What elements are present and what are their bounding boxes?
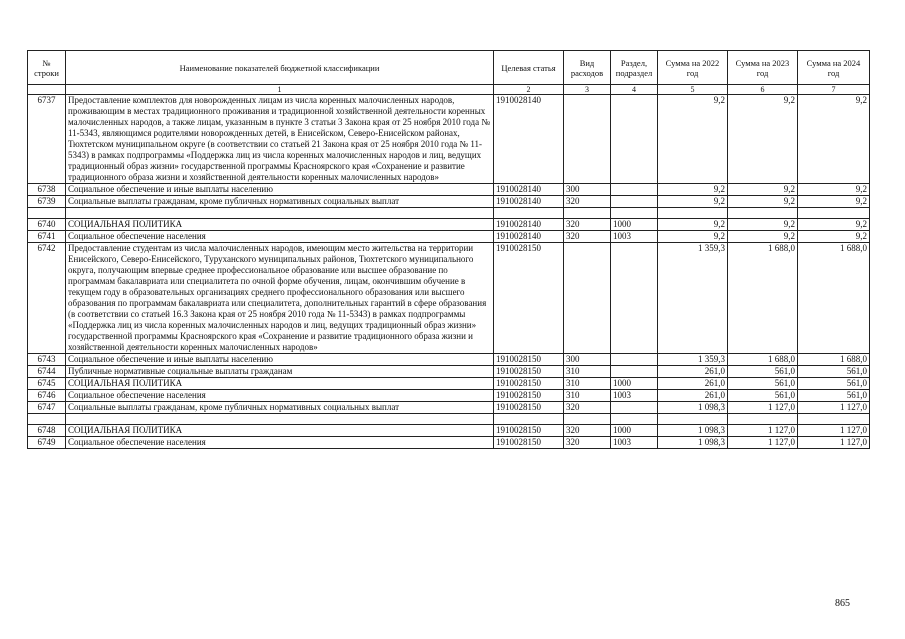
page-number: 865 bbox=[835, 598, 850, 609]
row-sum-2024: 9,2 bbox=[798, 219, 870, 231]
row-sum-2022: 9,2 bbox=[658, 184, 728, 196]
header-sum-2024: Сумма на 2024 год bbox=[798, 51, 870, 85]
budget-table bbox=[27, 50, 870, 449]
row-sum-2024: 561,0 bbox=[798, 390, 870, 402]
row-sum-2023: 1 688,0 bbox=[728, 243, 798, 354]
row-expense-type: 310 bbox=[564, 390, 611, 402]
table-row bbox=[28, 196, 870, 208]
row-expense-type: 320 bbox=[564, 402, 611, 414]
row-name: Социальное обеспечение и иные выплаты населению bbox=[66, 184, 494, 196]
row-section bbox=[611, 196, 658, 208]
column-number-row bbox=[28, 85, 870, 95]
table-row bbox=[28, 354, 870, 366]
row-sum-2023: 1 127,0 bbox=[728, 402, 798, 414]
spacer-cell bbox=[494, 414, 564, 425]
row-expense-type: 310 bbox=[564, 366, 611, 378]
spacer-cell bbox=[66, 208, 494, 219]
spacer-row bbox=[28, 208, 870, 219]
header-expense-type: Вид расходов bbox=[564, 51, 611, 85]
row-name: Социальные выплаты гражданам, кроме публичных нормативных социальных выплат bbox=[66, 402, 494, 414]
row-name: Социальное обеспечение населения bbox=[66, 437, 494, 449]
row-sum-2024: 1 688,0 bbox=[798, 354, 870, 366]
spacer-cell bbox=[798, 414, 870, 425]
table-row bbox=[28, 390, 870, 402]
row-number: 6741 bbox=[28, 231, 66, 243]
row-sum-2023: 9,2 bbox=[728, 196, 798, 208]
row-sum-2023: 1 127,0 bbox=[728, 437, 798, 449]
row-number: 6748 bbox=[28, 425, 66, 437]
row-target-article: 1910028150 bbox=[494, 378, 564, 390]
column-number: 4 bbox=[611, 85, 658, 95]
row-expense-type: 320 bbox=[564, 219, 611, 231]
row-target-article: 1910028150 bbox=[494, 366, 564, 378]
row-sum-2022: 261,0 bbox=[658, 378, 728, 390]
table-row bbox=[28, 437, 870, 449]
row-name: Социальные выплаты гражданам, кроме публичных нормативных социальных выплат bbox=[66, 196, 494, 208]
row-target-article: 1910028150 bbox=[494, 402, 564, 414]
column-number: 6 bbox=[728, 85, 798, 95]
row-section: 1000 bbox=[611, 219, 658, 231]
spacer-cell bbox=[28, 414, 66, 425]
row-section bbox=[611, 243, 658, 354]
header-row bbox=[28, 51, 870, 85]
row-target-article: 1910028150 bbox=[494, 354, 564, 366]
spacer-row bbox=[28, 414, 870, 425]
spacer-cell bbox=[66, 414, 494, 425]
spacer-cell bbox=[728, 208, 798, 219]
row-target-article: 1910028140 bbox=[494, 219, 564, 231]
column-number: 3 bbox=[564, 85, 611, 95]
row-sum-2023: 1 688,0 bbox=[728, 354, 798, 366]
table-row bbox=[28, 243, 870, 354]
table-row bbox=[28, 402, 870, 414]
row-expense-type: 320 bbox=[564, 231, 611, 243]
table-row bbox=[28, 219, 870, 231]
table-row bbox=[28, 95, 870, 184]
row-section bbox=[611, 402, 658, 414]
header-name: Наименование показателей бюджетной классификации bbox=[66, 51, 494, 85]
column-number: 5 bbox=[658, 85, 728, 95]
row-section: 1003 bbox=[611, 437, 658, 449]
row-sum-2024: 561,0 bbox=[798, 366, 870, 378]
spacer-cell bbox=[494, 208, 564, 219]
row-sum-2022: 261,0 bbox=[658, 366, 728, 378]
row-sum-2024: 1 688,0 bbox=[798, 243, 870, 354]
row-number: 6739 bbox=[28, 196, 66, 208]
row-number: 6738 bbox=[28, 184, 66, 196]
row-number: 6744 bbox=[28, 366, 66, 378]
row-name: Социальное обеспечение населения bbox=[66, 390, 494, 402]
spacer-cell bbox=[564, 414, 611, 425]
row-sum-2022: 1 098,3 bbox=[658, 425, 728, 437]
row-expense-type: 320 bbox=[564, 425, 611, 437]
row-sum-2023: 1 127,0 bbox=[728, 425, 798, 437]
row-target-article: 1910028150 bbox=[494, 437, 564, 449]
spacer-cell bbox=[564, 208, 611, 219]
row-sum-2022: 261,0 bbox=[658, 390, 728, 402]
spacer-cell bbox=[728, 414, 798, 425]
row-section: 1003 bbox=[611, 390, 658, 402]
column-number: 7 bbox=[798, 85, 870, 95]
row-number: 6743 bbox=[28, 354, 66, 366]
spacer-cell bbox=[798, 208, 870, 219]
row-sum-2022: 9,2 bbox=[658, 219, 728, 231]
table-row bbox=[28, 366, 870, 378]
row-name: Социальное обеспечение населения bbox=[66, 231, 494, 243]
row-section bbox=[611, 95, 658, 184]
row-sum-2024: 9,2 bbox=[798, 231, 870, 243]
row-name: Социальное обеспечение и иные выплаты населению bbox=[66, 354, 494, 366]
row-sum-2022: 1 359,3 bbox=[658, 243, 728, 354]
table-row bbox=[28, 184, 870, 196]
row-sum-2023: 9,2 bbox=[728, 95, 798, 184]
row-sum-2022: 9,2 bbox=[658, 231, 728, 243]
row-sum-2024: 9,2 bbox=[798, 95, 870, 184]
spacer-cell bbox=[28, 208, 66, 219]
table-row bbox=[28, 425, 870, 437]
header-section: Раздел, подраздел bbox=[611, 51, 658, 85]
row-sum-2022: 1 359,3 bbox=[658, 354, 728, 366]
row-expense-type bbox=[564, 243, 611, 354]
row-name: СОЦИАЛЬНАЯ ПОЛИТИКА bbox=[66, 425, 494, 437]
row-target-article: 1910028140 bbox=[494, 184, 564, 196]
table-row bbox=[28, 378, 870, 390]
row-sum-2023: 561,0 bbox=[728, 366, 798, 378]
row-expense-type: 300 bbox=[564, 184, 611, 196]
column-number: 1 bbox=[66, 85, 494, 95]
row-section: 1003 bbox=[611, 231, 658, 243]
row-section bbox=[611, 354, 658, 366]
row-name: Предоставление студентам из числа малочисленных народов, имеющим место жительства на территории Енисейского, Северо-Енисейского, Туруханского муниципальных районов, Тюхтетского муниципального округа, получающим впервые среднее профессиональное образование или высшее образование по программам бакалавриата или специалитета по очной форме обучения, лицам, окончившим обучение в текущем году в образовательных организациях среднего профессионального образования или высшего образования по программам бакалавриата или специалитета, дополнительных гарантий в сфере образования (в соответствии со статьей 16.3 Закона края от 25 ноября 2010 года № 11-5343) в рамках подпрограммы «Поддержка лиц из числа коренных малочисленных народов и лиц, ведущих традиционный образ жизни» государственной программы Красноярского края «Сохранение и развитие традиционного образа жизни и хозяйственной деятельности коренных малочисленных народов» bbox=[66, 243, 494, 354]
row-target-article: 1910028140 bbox=[494, 196, 564, 208]
header-sum-2022: Сумма на 2022 год bbox=[658, 51, 728, 85]
spacer-cell bbox=[611, 414, 658, 425]
row-target-article: 1910028140 bbox=[494, 95, 564, 184]
row-number: 6749 bbox=[28, 437, 66, 449]
row-number: 6745 bbox=[28, 378, 66, 390]
header-sum-2023: Сумма на 2023 год bbox=[728, 51, 798, 85]
column-number: 2 bbox=[494, 85, 564, 95]
row-expense-type: 320 bbox=[564, 196, 611, 208]
row-sum-2023: 9,2 bbox=[728, 231, 798, 243]
table-row bbox=[28, 231, 870, 243]
row-sum-2024: 1 127,0 bbox=[798, 437, 870, 449]
spacer-cell bbox=[658, 414, 728, 425]
row-target-article: 1910028140 bbox=[494, 231, 564, 243]
row-name: Предоставление комплектов для новорожденных лицам из числа коренных малочисленных народов, проживающим в местах традиционного проживания и традиционной хозяйственной деятельности коренных малочисленных народов, а также лицам, указанным в пункте 3 статьи 3 Закона края от 25 ноября 2010 года № 11-5343, являющимся родителями новорожденных детей, в Енисейском, Северо-Енисейском районах, Тюхтетском муниципальном округе (в соответствии со статьей 21 Закона края от 25 ноября 2010 года № 11-5343) в рамках подпрограммы «Поддержка лиц из числа коренных малочисленных народов и лиц, ведущих традиционный образ жизни» государственной программы Красноярского края «Сохранение и развитие традиционного образа жизни и хозяйственной деятельности коренных малочисленных народов» bbox=[66, 95, 494, 184]
row-section: 1000 bbox=[611, 425, 658, 437]
row-number: 6746 bbox=[28, 390, 66, 402]
row-sum-2022: 1 098,3 bbox=[658, 437, 728, 449]
row-target-article: 1910028150 bbox=[494, 425, 564, 437]
spacer-cell bbox=[658, 208, 728, 219]
row-section: 1000 bbox=[611, 378, 658, 390]
row-sum-2024: 1 127,0 bbox=[798, 402, 870, 414]
row-number: 6740 bbox=[28, 219, 66, 231]
row-target-article: 1910028150 bbox=[494, 390, 564, 402]
row-sum-2024: 561,0 bbox=[798, 378, 870, 390]
row-sum-2023: 9,2 bbox=[728, 184, 798, 196]
row-name: Публичные нормативные социальные выплаты гражданам bbox=[66, 366, 494, 378]
row-number: 6742 bbox=[28, 243, 66, 354]
row-sum-2023: 561,0 bbox=[728, 390, 798, 402]
row-expense-type bbox=[564, 95, 611, 184]
row-number: 6747 bbox=[28, 402, 66, 414]
row-expense-type: 300 bbox=[564, 354, 611, 366]
row-sum-2024: 1 127,0 bbox=[798, 425, 870, 437]
row-expense-type: 310 bbox=[564, 378, 611, 390]
row-number: 6737 bbox=[28, 95, 66, 184]
spacer-cell bbox=[611, 208, 658, 219]
row-section bbox=[611, 184, 658, 196]
row-sum-2022: 9,2 bbox=[658, 196, 728, 208]
row-name: СОЦИАЛЬНАЯ ПОЛИТИКА bbox=[66, 219, 494, 231]
row-target-article: 1910028150 bbox=[494, 243, 564, 354]
header-row-no: № строки bbox=[28, 51, 66, 85]
header-target-article: Целевая статья bbox=[494, 51, 564, 85]
column-number-blank bbox=[28, 85, 66, 95]
row-sum-2023: 561,0 bbox=[728, 378, 798, 390]
row-expense-type: 320 bbox=[564, 437, 611, 449]
row-sum-2024: 9,2 bbox=[798, 184, 870, 196]
row-sum-2024: 9,2 bbox=[798, 196, 870, 208]
row-sum-2022: 1 098,3 bbox=[658, 402, 728, 414]
row-sum-2023: 9,2 bbox=[728, 219, 798, 231]
row-sum-2022: 9,2 bbox=[658, 95, 728, 184]
row-section bbox=[611, 366, 658, 378]
row-name: СОЦИАЛЬНАЯ ПОЛИТИКА bbox=[66, 378, 494, 390]
